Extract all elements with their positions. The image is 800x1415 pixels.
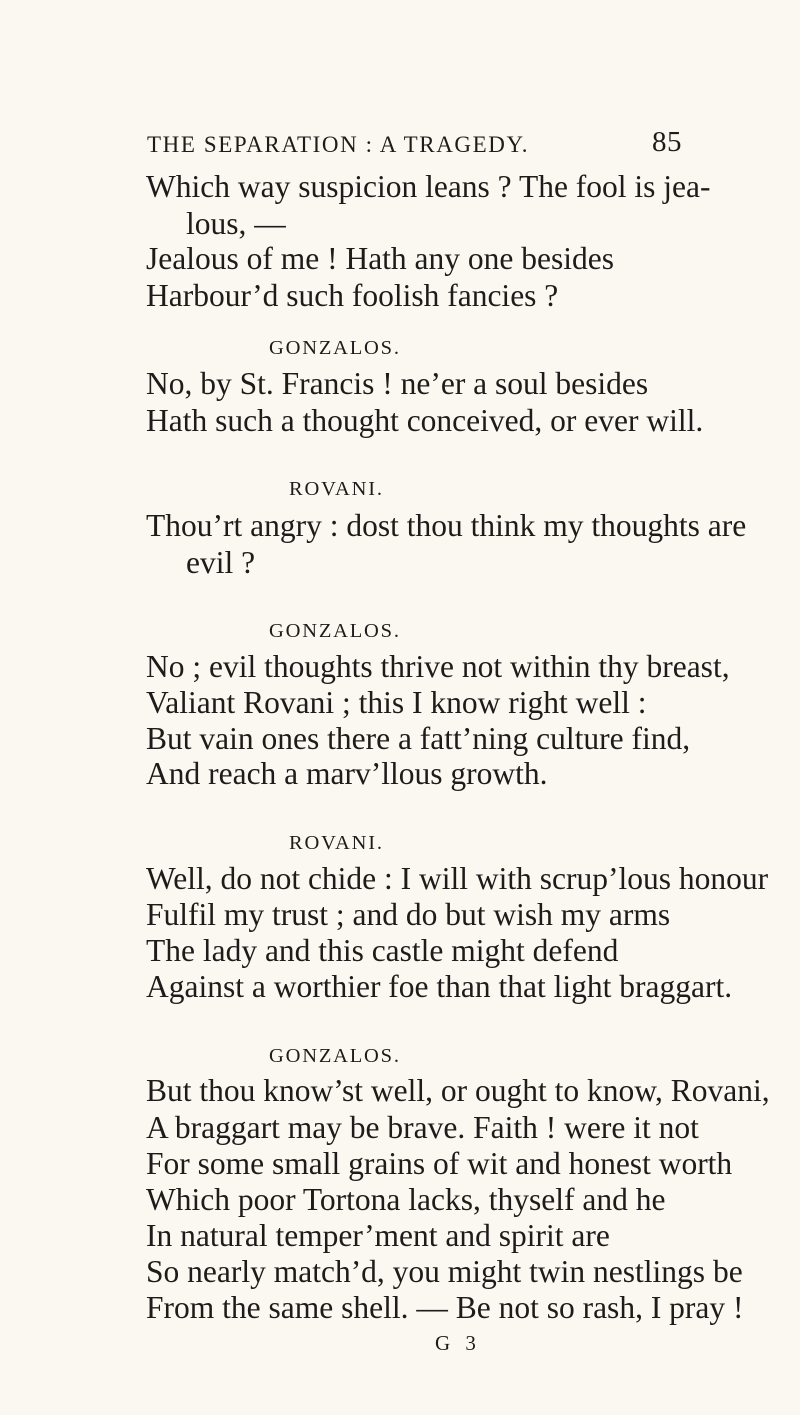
verse-line: The lady and this castle might defend: [146, 933, 619, 968]
verse-line: In natural temper’ment and spirit are: [146, 1218, 610, 1253]
verse-line: Which way suspicion leans ? The fool is jea-: [146, 169, 711, 204]
speaker-name: GONZALOS.: [269, 1045, 401, 1067]
verse-line: Hath such a thought conceived, or ever will.: [146, 403, 704, 438]
verse-line: Valiant Rovani ; this I know right well :: [146, 685, 647, 720]
verse-line: So nearly match’d, you might twin nestlings be: [146, 1254, 743, 1289]
speaker-name: GONZALOS.: [269, 620, 401, 642]
verse-line: For some small grains of wit and honest worth: [146, 1146, 733, 1181]
verse-line: But thou know’st well, or ought to know, Rovani,: [146, 1073, 770, 1108]
verse-line: From the same shell. — Be not so rash, I pray !: [146, 1290, 744, 1325]
verse-line: Well, do not chide : I will with scrup’lous honour: [146, 861, 769, 896]
verse-line: But vain ones there a fatt’ning culture find,: [146, 721, 691, 756]
verse-line: Which poor Tortona lacks, thyself and he: [146, 1182, 666, 1217]
verse-line: Fulfil my trust ; and do but wish my arms: [146, 897, 671, 932]
verse-line: And reach a marv’llous growth.: [146, 756, 548, 791]
verse-line: lous, —: [186, 206, 286, 241]
speaker-name: ROVANI.: [289, 478, 384, 500]
verse-line: Against a worthier foe than that light braggart.: [146, 969, 733, 1004]
verse-line: Harbour’d such foolish fancies ?: [146, 278, 559, 313]
signature-mark: G 3: [435, 1331, 481, 1355]
running-title: THE SEPARATION : A TRAGEDY.: [147, 132, 530, 157]
speaker-name: ROVANI.: [289, 832, 384, 854]
running-header: [147, 118, 682, 158]
speaker-name: GONZALOS.: [269, 337, 401, 359]
verse-line: evil ?: [186, 545, 256, 580]
verse-line: Thou’rt angry : dost thou think my thoughts are: [146, 508, 747, 543]
verse-line: No, by St. Francis ! ne’er a soul besides: [146, 366, 649, 401]
page-number: 85: [652, 126, 682, 158]
verse-line: A braggart may be brave. Faith ! were it not: [146, 1110, 699, 1145]
verse-line: Jealous of me ! Hath any one besides: [146, 241, 614, 276]
verse-line: No ; evil thoughts thrive not within thy breast,: [146, 649, 730, 684]
